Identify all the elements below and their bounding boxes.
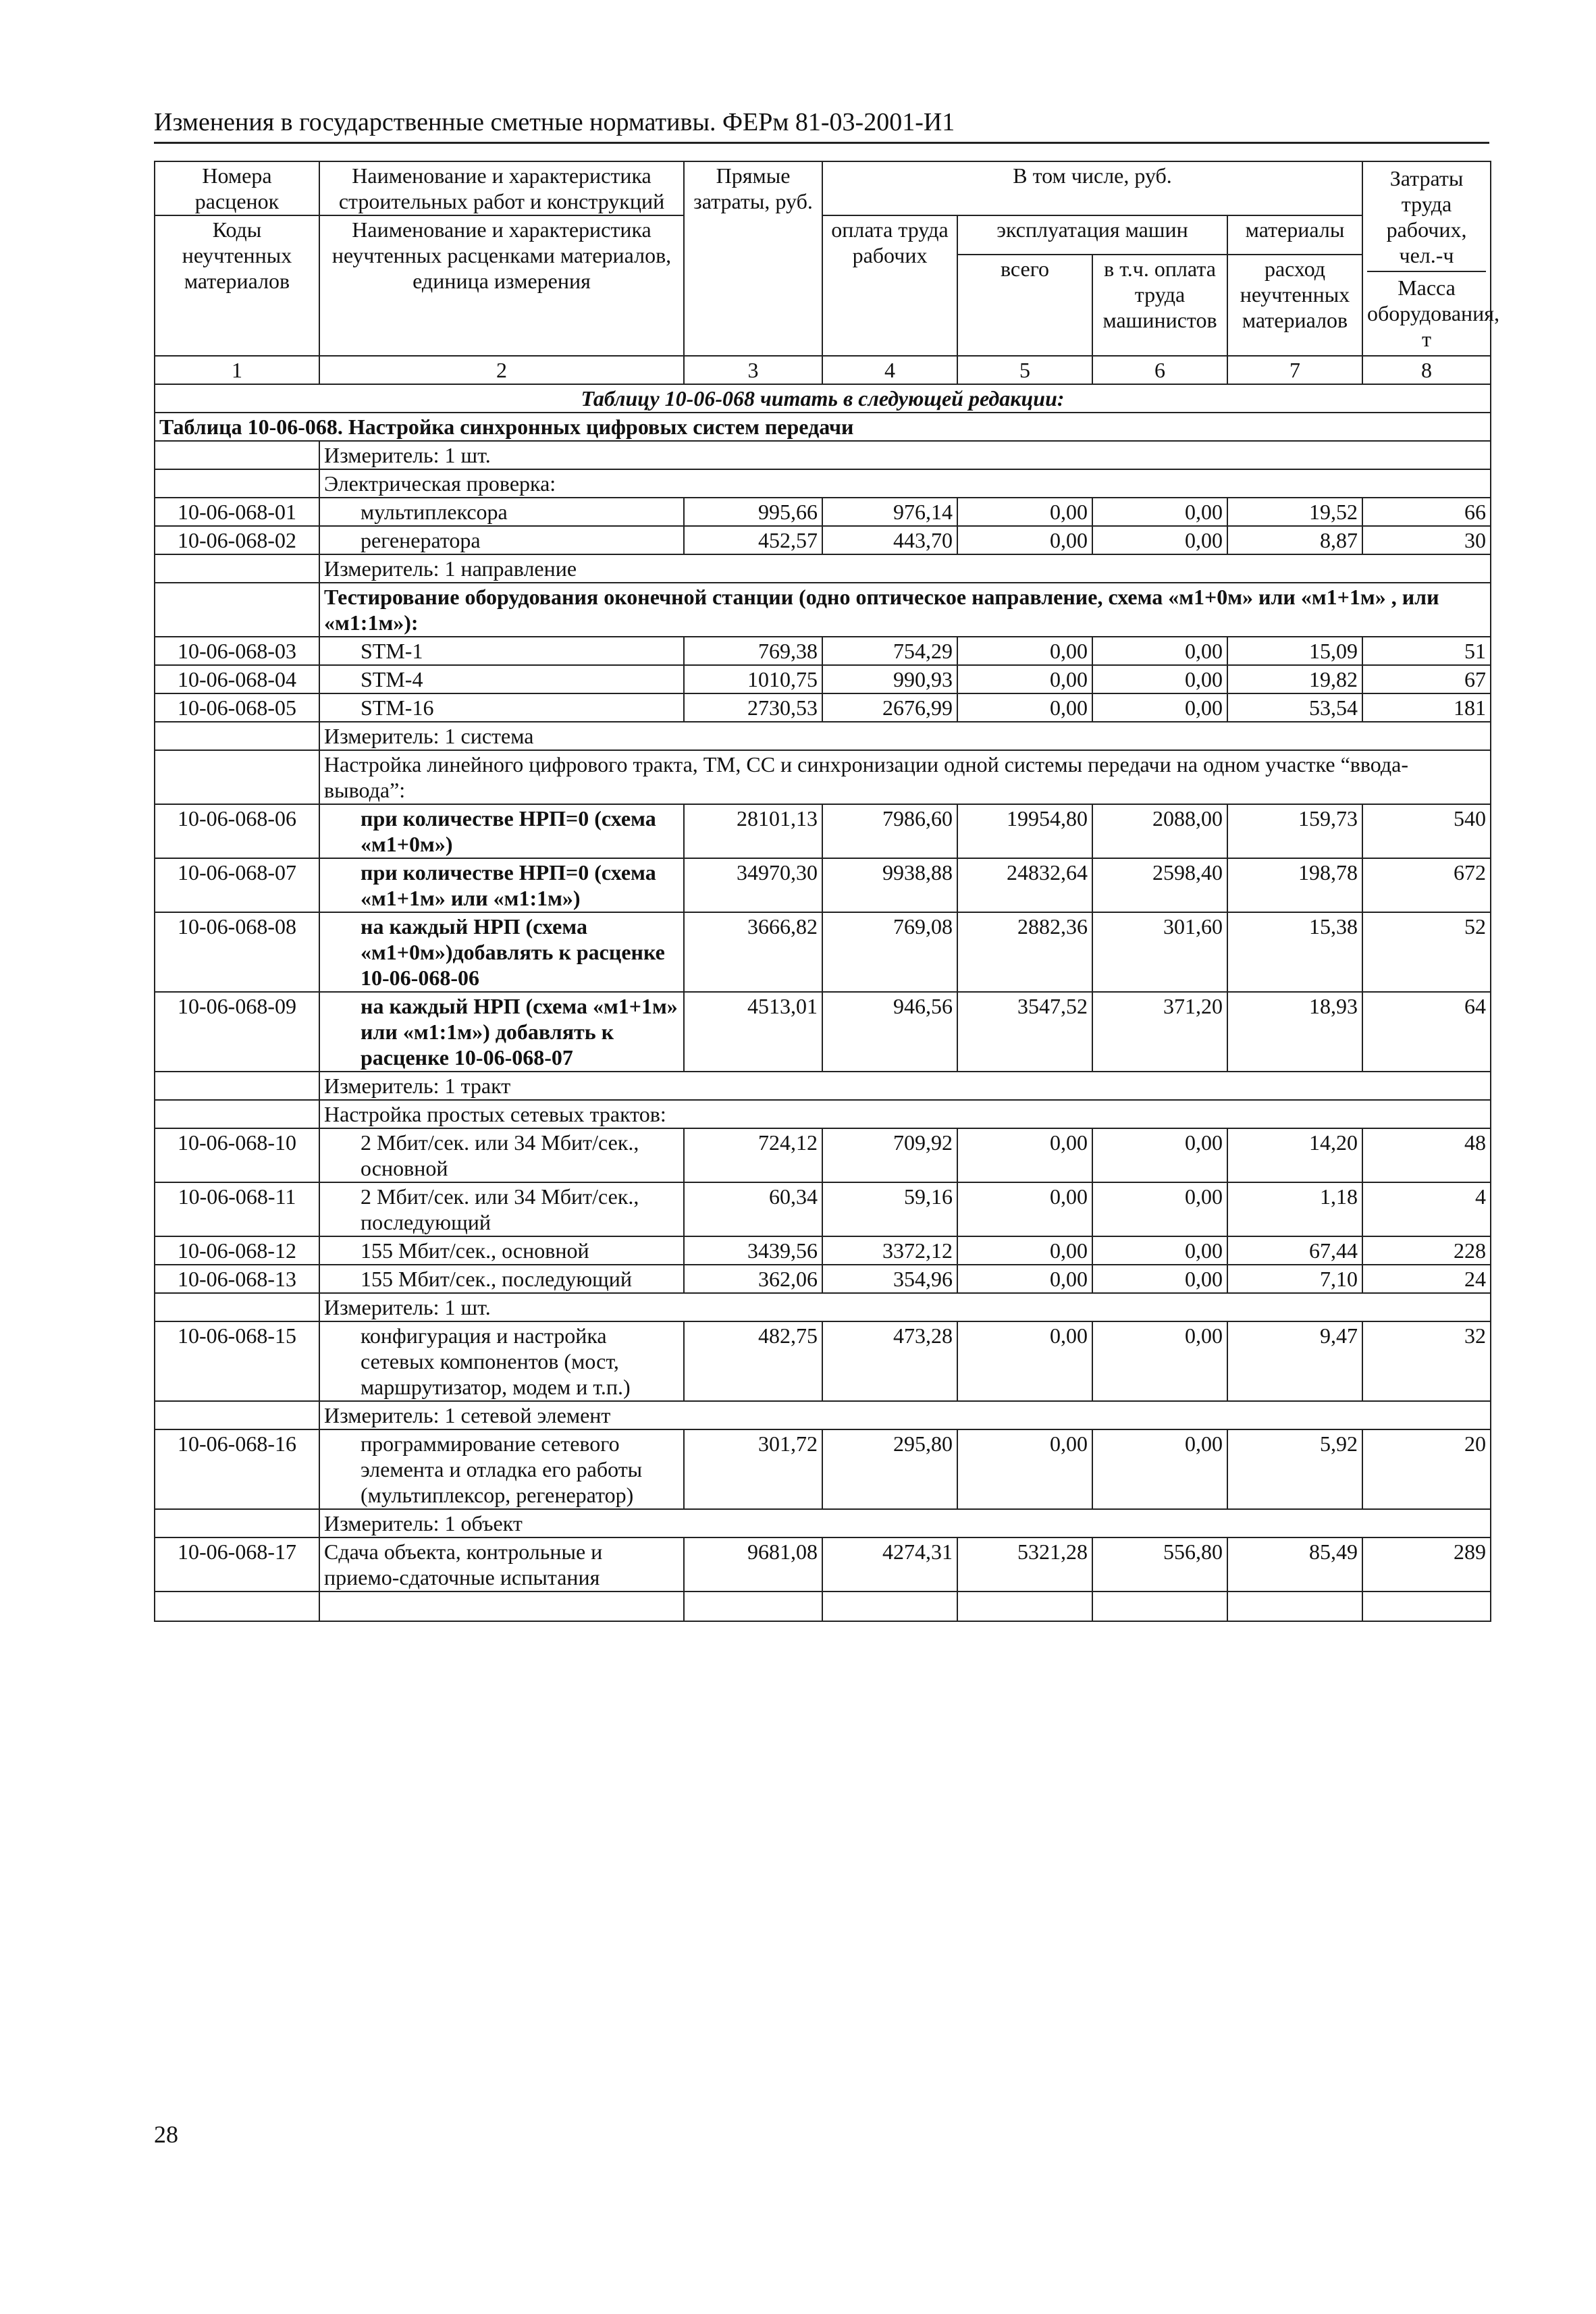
rate-code: 10-06-068-09 bbox=[155, 992, 319, 1072]
direct-cost-cell: 34970,30 bbox=[684, 858, 822, 912]
labor-pay-cell: 9938,88 bbox=[822, 858, 957, 912]
note-text: Измеритель: 1 шт. bbox=[319, 1293, 1491, 1321]
col7-header: расход неучтенных материалов bbox=[1227, 255, 1362, 356]
column-number: 6 bbox=[1092, 356, 1227, 384]
machinist-pay-cell: 371,20 bbox=[1092, 992, 1227, 1072]
labor-hours-cell: 159,73 bbox=[1227, 804, 1362, 858]
labor-pay-cell: 4274,31 bbox=[822, 1537, 957, 1592]
machinist-pay-cell: 0,00 bbox=[1092, 1429, 1227, 1509]
direct-cost-cell: 3666,82 bbox=[684, 912, 822, 992]
work-name: STM-1 bbox=[319, 637, 684, 665]
rate-code: 10-06-068-16 bbox=[155, 1429, 319, 1509]
work-name: программирование сетевого элемента и отладка его работы (мультиплексор, регенератор) bbox=[319, 1429, 684, 1509]
machinist-pay-cell: 0,00 bbox=[1092, 665, 1227, 693]
rate-code: 10-06-068-04 bbox=[155, 665, 319, 693]
work-name: Сдача объекта, контрольные и приемо-сдаточные испытания bbox=[319, 1537, 684, 1592]
machines-total-cell: 0,00 bbox=[957, 1182, 1092, 1236]
machinist-pay-cell: 0,00 bbox=[1092, 693, 1227, 722]
machinist-pay-cell: 0,00 bbox=[1092, 1321, 1227, 1401]
labor-pay-cell: 946,56 bbox=[822, 992, 957, 1072]
rate-code: 10-06-068-17 bbox=[155, 1537, 319, 1592]
machines-total-cell: 0,00 bbox=[957, 665, 1092, 693]
empty-code-cell bbox=[155, 554, 319, 583]
machines-total-cell: 5321,28 bbox=[957, 1537, 1092, 1592]
table-row bbox=[155, 912, 1491, 992]
labor-hours-cell: 67,44 bbox=[1227, 1236, 1362, 1265]
direct-cost-cell: 2730,53 bbox=[684, 693, 822, 722]
table-row bbox=[155, 858, 1491, 912]
work-name: на каждый НРП (схема «м1+1м» или «м1:1м») добавлять к расценке 10-06-068-07 bbox=[319, 992, 684, 1072]
table-row bbox=[155, 637, 1491, 665]
rate-code: 10-06-068-02 bbox=[155, 526, 319, 554]
mass-cell: 181 bbox=[1362, 693, 1491, 722]
table-title: Таблица 10-06-068. Настройка синхронных цифровых систем передачи bbox=[155, 413, 1491, 441]
mass-cell: 20 bbox=[1362, 1429, 1491, 1509]
labor-hours-cell: 15,09 bbox=[1227, 637, 1362, 665]
direct-cost-cell: 724,12 bbox=[684, 1128, 822, 1182]
note-text: Измеритель: 1 тракт bbox=[319, 1072, 1491, 1100]
mass-cell: 32 bbox=[1362, 1321, 1491, 1401]
work-name: STM-16 bbox=[319, 693, 684, 722]
table-row bbox=[155, 498, 1491, 526]
machines-total-cell: 0,00 bbox=[957, 1321, 1092, 1401]
labor-pay-cell: 7986,60 bbox=[822, 804, 957, 858]
work-name: 2 Мбит/сек. или 34 Мбит/сек., последующий bbox=[319, 1182, 684, 1236]
measure-note-row bbox=[155, 1401, 1491, 1429]
labor-pay-cell: 3372,12 bbox=[822, 1236, 957, 1265]
group-header: В том числе, руб. bbox=[822, 161, 1362, 215]
labor-pay-cell: 354,96 bbox=[822, 1265, 957, 1293]
labor-pay-cell: 990,93 bbox=[822, 665, 957, 693]
measure-note-row bbox=[155, 722, 1491, 750]
labor-hours-cell: 19,52 bbox=[1227, 498, 1362, 526]
mass-cell: 4 bbox=[1362, 1182, 1491, 1236]
labor-hours-cell: 15,38 bbox=[1227, 912, 1362, 992]
mass-cell: 51 bbox=[1362, 637, 1491, 665]
empty-code-cell bbox=[155, 583, 319, 637]
page-header: Изменения в государственные сметные нормативы. ФЕРм 81-03-2001-И1 bbox=[154, 107, 1489, 144]
mass-cell: 67 bbox=[1362, 665, 1491, 693]
work-name: при количестве НРП=0 (схема «м1+0м») bbox=[319, 804, 684, 858]
col5-header: всего bbox=[957, 255, 1092, 356]
table-row bbox=[155, 1265, 1491, 1293]
labor-pay-cell: 754,29 bbox=[822, 637, 957, 665]
measure-note-row bbox=[155, 1509, 1491, 1537]
labor-hours-cell: 14,20 bbox=[1227, 1128, 1362, 1182]
direct-cost-cell: 301,72 bbox=[684, 1429, 822, 1509]
work-name: конфигурация и настройка сетевых компонентов (мост, маршрутизатор, модем и т.п.) bbox=[319, 1321, 684, 1401]
mass-cell: 289 bbox=[1362, 1537, 1491, 1592]
table-row bbox=[155, 665, 1491, 693]
mass-cell: 66 bbox=[1362, 498, 1491, 526]
machinist-pay-cell: 0,00 bbox=[1092, 526, 1227, 554]
direct-cost-cell: 995,66 bbox=[684, 498, 822, 526]
mass-cell: 672 bbox=[1362, 858, 1491, 912]
mass-cell: 540 bbox=[1362, 804, 1491, 858]
labor-pay-cell: 976,14 bbox=[822, 498, 957, 526]
labor-hours-cell: 18,93 bbox=[1227, 992, 1362, 1072]
note-text: Тестирование оборудования оконечной станции (одно оптическое направление, схема «м1+0м» или «м1+1м» , или «м1:1м»): bbox=[319, 583, 1491, 637]
direct-cost-cell: 362,06 bbox=[684, 1265, 822, 1293]
rates-table bbox=[154, 161, 1499, 1622]
direct-cost-cell: 60,34 bbox=[684, 1182, 822, 1236]
mass-cell: 52 bbox=[1362, 912, 1491, 992]
machines-group-header: эксплуатация машин bbox=[957, 215, 1227, 255]
work-name: 155 Мбит/сек., основной bbox=[319, 1236, 684, 1265]
machinist-pay-cell: 301,60 bbox=[1092, 912, 1227, 992]
col4-header: оплата труда рабочих bbox=[822, 215, 957, 356]
direct-cost-cell: 3439,56 bbox=[684, 1236, 822, 1265]
table-row bbox=[155, 1182, 1491, 1236]
mass-cell: 64 bbox=[1362, 992, 1491, 1072]
measure-note-row bbox=[155, 750, 1491, 804]
machinist-pay-cell: 556,80 bbox=[1092, 1537, 1227, 1592]
labor-pay-cell: 59,16 bbox=[822, 1182, 957, 1236]
labor-hours-cell: 9,47 bbox=[1227, 1321, 1362, 1401]
empty-code-cell bbox=[155, 722, 319, 750]
labor-hours-cell: 7,10 bbox=[1227, 1265, 1362, 1293]
mass-cell: 30 bbox=[1362, 526, 1491, 554]
measure-note-row bbox=[155, 1072, 1491, 1100]
rate-code: 10-06-068-05 bbox=[155, 693, 319, 722]
work-name: STM-4 bbox=[319, 665, 684, 693]
labor-hours-cell: 1,18 bbox=[1227, 1182, 1362, 1236]
machines-total-cell: 2882,36 bbox=[957, 912, 1092, 992]
machines-total-cell: 19954,80 bbox=[957, 804, 1092, 858]
rate-code: 10-06-068-13 bbox=[155, 1265, 319, 1293]
work-name: 155 Мбит/сек., последующий bbox=[319, 1265, 684, 1293]
note-text: Измеритель: 1 направление bbox=[319, 554, 1491, 583]
col3-header: Прямые затраты, руб. bbox=[684, 161, 822, 356]
note-text: Измеритель: 1 объект bbox=[319, 1509, 1491, 1537]
direct-cost-cell: 4513,01 bbox=[684, 992, 822, 1072]
column-number: 2 bbox=[319, 356, 684, 384]
table-body bbox=[155, 441, 1491, 1592]
measure-note-row bbox=[155, 554, 1491, 583]
col2-header-bottom: Наименование и характеристика неучтенных расценками материалов, единица измерения bbox=[319, 215, 684, 356]
rate-code: 10-06-068-03 bbox=[155, 637, 319, 665]
column-number: 4 bbox=[822, 356, 957, 384]
measure-note-row bbox=[155, 583, 1491, 637]
work-name: мультиплексора bbox=[319, 498, 684, 526]
machines-total-cell: 0,00 bbox=[957, 1429, 1092, 1509]
machines-total-cell: 0,00 bbox=[957, 637, 1092, 665]
work-name: при количестве НРП=0 (схема «м1+1м» или «м1:1м») bbox=[319, 858, 684, 912]
work-name: 2 Мбит/сек. или 34 Мбит/сек., основной bbox=[319, 1128, 684, 1182]
column-number: 8 bbox=[1362, 356, 1491, 384]
labor-pay-cell: 295,80 bbox=[822, 1429, 957, 1509]
note-text: Измеритель: 1 сетевой элемент bbox=[319, 1401, 1491, 1429]
table-row bbox=[155, 804, 1491, 858]
labor-pay-cell: 709,92 bbox=[822, 1128, 957, 1182]
empty-code-cell bbox=[155, 441, 319, 469]
column-number: 7 bbox=[1227, 356, 1362, 384]
col2-header-top: Наименование и характеристика строительных работ и конструкций bbox=[319, 161, 684, 215]
work-name: на каждый НРП (схема «м1+0м»)добавлять к расценке 10-06-068-06 bbox=[319, 912, 684, 992]
measure-note-row bbox=[155, 469, 1491, 498]
mass-cell: 48 bbox=[1362, 1128, 1491, 1182]
materials-group-header: материалы bbox=[1227, 215, 1362, 255]
revision-banner: Таблицу 10-06-068 читать в следующей редакции: bbox=[155, 384, 1491, 413]
page-number: 28 bbox=[154, 2121, 178, 2148]
note-text: Измеритель: 1 шт. bbox=[319, 441, 1491, 469]
machines-total-cell: 0,00 bbox=[957, 693, 1092, 722]
labor-pay-cell: 2676,99 bbox=[822, 693, 957, 722]
col1-header-bottom: Коды неучтенных материалов bbox=[155, 215, 319, 356]
rate-code: 10-06-068-01 bbox=[155, 498, 319, 526]
machinist-pay-cell: 2088,00 bbox=[1092, 804, 1227, 858]
note-text: Измеритель: 1 система bbox=[319, 722, 1491, 750]
rate-code: 10-06-068-08 bbox=[155, 912, 319, 992]
empty-code-cell bbox=[155, 1293, 319, 1321]
empty-code-cell bbox=[155, 1401, 319, 1429]
machines-total-cell: 0,00 bbox=[957, 526, 1092, 554]
col1-header-top: Номера расценок bbox=[155, 161, 319, 215]
empty-code-cell bbox=[155, 1509, 319, 1537]
machines-total-cell: 0,00 bbox=[957, 1236, 1092, 1265]
col8-header bbox=[1362, 161, 1499, 356]
machinist-pay-cell: 0,00 bbox=[1092, 1182, 1227, 1236]
direct-cost-cell: 9681,08 bbox=[684, 1537, 822, 1592]
measure-note-row bbox=[155, 1293, 1491, 1321]
machinist-pay-cell: 0,00 bbox=[1092, 1236, 1227, 1265]
empty-code-cell bbox=[155, 469, 319, 498]
rate-code: 10-06-068-11 bbox=[155, 1182, 319, 1236]
direct-cost-cell: 1010,75 bbox=[684, 665, 822, 693]
empty-code-cell bbox=[155, 750, 319, 804]
measure-note-row bbox=[155, 441, 1491, 469]
table-row bbox=[155, 693, 1491, 722]
machinist-pay-cell: 2598,40 bbox=[1092, 858, 1227, 912]
rate-code: 10-06-068-07 bbox=[155, 858, 319, 912]
column-number: 5 bbox=[957, 356, 1092, 384]
labor-header: Затраты труда рабочих, чел.-ч bbox=[1367, 163, 1486, 272]
labor-hours-cell: 53,54 bbox=[1227, 693, 1362, 722]
measure-note-row bbox=[155, 1100, 1491, 1128]
machinist-pay-cell: 0,00 bbox=[1092, 1265, 1227, 1293]
table-row bbox=[155, 1128, 1491, 1182]
work-name: регенератора bbox=[319, 526, 684, 554]
labor-pay-cell: 443,70 bbox=[822, 526, 957, 554]
labor-pay-cell: 473,28 bbox=[822, 1321, 957, 1401]
labor-pay-cell: 769,08 bbox=[822, 912, 957, 992]
table-row bbox=[155, 992, 1491, 1072]
rate-code: 10-06-068-15 bbox=[155, 1321, 319, 1401]
machinist-pay-cell: 0,00 bbox=[1092, 498, 1227, 526]
note-text: Настройка простых сетевых трактов: bbox=[319, 1100, 1491, 1128]
mass-cell: 228 bbox=[1362, 1236, 1491, 1265]
column-number: 3 bbox=[684, 356, 822, 384]
machines-total-cell: 24832,64 bbox=[957, 858, 1092, 912]
note-text: Электрическая проверка: bbox=[319, 469, 1491, 498]
empty-code-cell bbox=[155, 1072, 319, 1100]
table-row bbox=[155, 526, 1491, 554]
machinist-pay-cell: 0,00 bbox=[1092, 1128, 1227, 1182]
machines-total-cell: 0,00 bbox=[957, 1128, 1092, 1182]
direct-cost-cell: 452,57 bbox=[684, 526, 822, 554]
labor-hours-cell: 198,78 bbox=[1227, 858, 1362, 912]
machines-total-cell: 3547,52 bbox=[957, 992, 1092, 1072]
rate-code: 10-06-068-06 bbox=[155, 804, 319, 858]
labor-hours-cell: 85,49 bbox=[1227, 1537, 1362, 1592]
machines-total-cell: 0,00 bbox=[957, 498, 1092, 526]
empty-code-cell bbox=[155, 1100, 319, 1128]
rate-code: 10-06-068-10 bbox=[155, 1128, 319, 1182]
col6-header: в т.ч. оплата труда машинистов bbox=[1092, 255, 1227, 356]
note-text: Настройка линейного цифрового тракта, ТМ, СС и синхронизации одной системы передачи на одном участке “ввода-вывода”: bbox=[319, 750, 1491, 804]
table-row bbox=[155, 1236, 1491, 1265]
mass-cell: 24 bbox=[1362, 1265, 1491, 1293]
column-number: 1 bbox=[155, 356, 319, 384]
labor-hours-cell: 8,87 bbox=[1227, 526, 1362, 554]
table-row bbox=[155, 1429, 1491, 1509]
table-row bbox=[155, 1537, 1491, 1592]
labor-hours-cell: 19,82 bbox=[1227, 665, 1362, 693]
rate-code: 10-06-068-12 bbox=[155, 1236, 319, 1265]
mass-header: Масса оборудования, т bbox=[1367, 275, 1499, 351]
machinist-pay-cell: 0,00 bbox=[1092, 637, 1227, 665]
column-numbers-row bbox=[155, 356, 1491, 384]
machines-total-cell: 0,00 bbox=[957, 1265, 1092, 1293]
table-row bbox=[155, 1321, 1491, 1401]
empty-row bbox=[155, 1592, 1491, 1621]
labor-hours-cell: 5,92 bbox=[1227, 1429, 1362, 1509]
direct-cost-cell: 769,38 bbox=[684, 637, 822, 665]
direct-cost-cell: 28101,13 bbox=[684, 804, 822, 858]
direct-cost-cell: 482,75 bbox=[684, 1321, 822, 1401]
